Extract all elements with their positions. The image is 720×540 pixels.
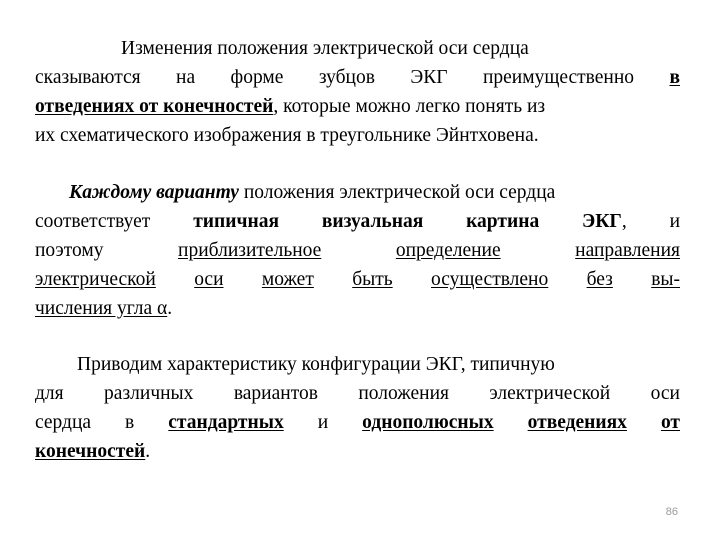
p1-line-3: отведениях от конечностей, которые можно легко понять из [35,96,546,117]
p3-line-1: Приводим характеристику конфигурации ЭКГ, типичную [77,354,555,375]
p3-line-2: для различных вариантов положения электрической оси [35,383,680,404]
p1-line-2: сказываются на форме зубцов ЭКГ преимущественно в [35,67,680,88]
emphasis-limbs: конечностей [35,441,146,462]
emphasis-v: в [669,67,680,88]
p2-line-3: поэтому приблизительное определение направления [35,240,681,261]
p1-line-4: их схематического изображения в треугольнике Эйнтховена. [35,125,539,146]
emphasis-typical-picture: типичная визуальная картина ЭКГ [193,211,622,232]
emphasis-unipolar: однополюсных [362,412,494,433]
emphasis-limb-leads: отведениях от конечностей [35,96,274,117]
page-number: 86 [665,506,678,518]
p2-line-4: электрической оси может быть осуществлено без вы- [35,269,681,290]
emphasis-each-variant: Каждому варианту [69,182,239,203]
paragraph-1 [35,34,680,150]
p3-line-4: конечностей. [35,441,151,462]
emphasis-standard: стандартных [168,412,284,433]
paragraph-2 [35,178,680,323]
p3-line-3: сердца в стандартных и однополюсных отведениях от [35,412,681,433]
emphasis-from: от [660,412,681,433]
p2-line-2: соответствует типичная визуальная картина ЭКГ, и [35,211,680,232]
p2-line-1: Каждому варианту положения электрической оси сердца [69,182,556,203]
emphasis-leads: отведениях [527,412,627,433]
p1-line-1: Изменения положения электрической оси сердца [121,38,529,59]
p2-line-5: числения угла α. [35,298,173,319]
paragraph-3 [35,350,680,466]
